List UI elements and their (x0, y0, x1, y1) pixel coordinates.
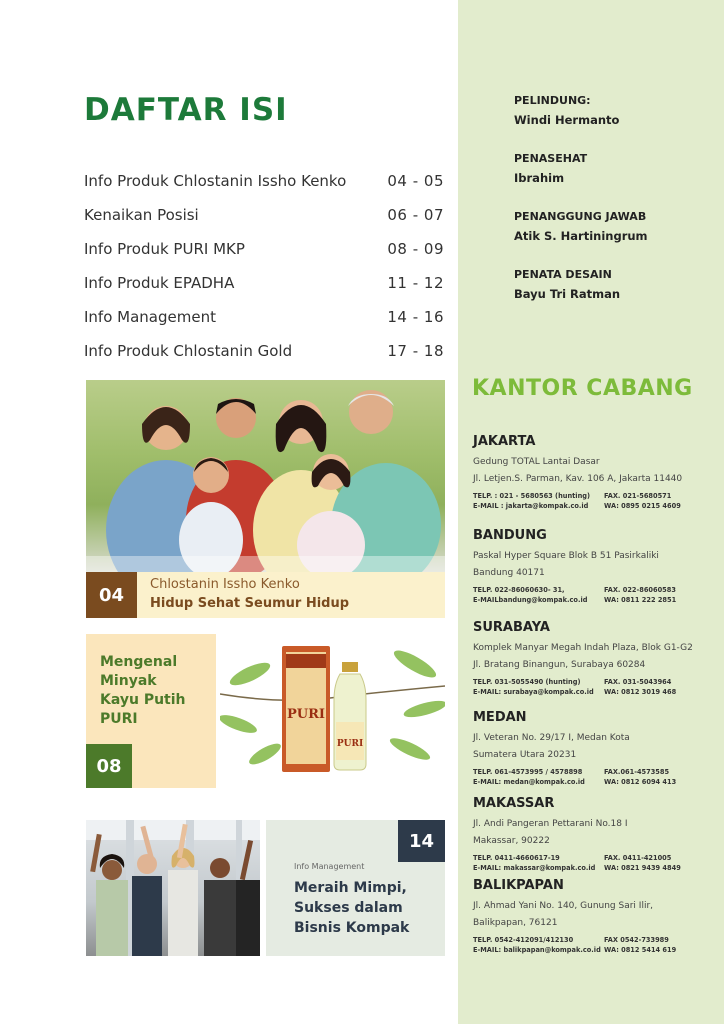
right-panel (458, 0, 724, 1024)
office-contact (473, 853, 718, 873)
office-address-line: Gedung TOTAL Lantai Dasar (473, 457, 600, 467)
toc-item[interactable] (84, 334, 444, 368)
headline-line: PURI (100, 711, 138, 727)
office-address-line: Jl. Veteran No. 29/17 I, Medan Kota (473, 733, 630, 743)
toc-item-pages: 04 - 05 (387, 172, 444, 190)
office-address-line: Makassar, 90222 (473, 836, 550, 846)
toc-item[interactable] (84, 198, 444, 232)
headline-line: Minyak (100, 673, 157, 689)
toc-item-pages: 06 - 07 (387, 206, 444, 224)
office-telp: TELP. 022-86060630- 31, (473, 586, 565, 594)
credit-name: Atik S. Hartiningrum (514, 229, 648, 243)
headline-line: Mengenal (100, 654, 178, 670)
credit-role: PENASEHAT (514, 152, 588, 165)
office-email[interactable]: E-MAIL: medan@kompak.co.id (473, 778, 585, 786)
feature-headline (100, 653, 186, 729)
office-telp: TELP. 0411-4660617-19 (473, 854, 560, 862)
office-makassar (473, 796, 718, 873)
toc-title: DAFTAR ISI (84, 92, 288, 128)
family-illustration (86, 380, 445, 572)
credit-name: Bayu Tri Ratman (514, 287, 621, 301)
toc-item-label: Info Produk EPADHA (84, 274, 235, 292)
office-fax: FAX. 031-5043964 (604, 678, 672, 686)
feature-kicker: Info Management (294, 862, 365, 871)
office-city: JAKARTA (473, 434, 536, 449)
office-address-line: Jl. Bratang Binangun, Surabaya 60284 (473, 660, 646, 670)
headline-line: Kayu Putih (100, 692, 186, 708)
feature-caption (137, 572, 445, 618)
toc-item-pages: 17 - 18 (387, 342, 444, 360)
office-wa: WA: 0812 6094 413 (604, 778, 677, 786)
feature-info-management[interactable] (86, 820, 445, 956)
toc-list (84, 164, 444, 368)
toc-item[interactable] (84, 232, 444, 266)
feature-number-08: 08 (86, 744, 132, 788)
business-team-illustration (86, 820, 260, 956)
office-address-line: Komplek Manyar Megah Indah Plaza, Blok G1-G2 (473, 643, 693, 653)
feature-kicker: Chlostanin Issho Kenko (150, 577, 300, 592)
office-wa: WA: 0895 0215 4609 (604, 502, 681, 510)
feature-number-14: 14 (398, 820, 445, 862)
office-address-line: Jl. Andi Pangeran Pettarani No.18 I (473, 819, 628, 829)
office-telp: TELP. : 021 - 5680563 (hunting) (473, 492, 590, 500)
toc-item-pages: 08 - 09 (387, 240, 444, 258)
toc-item-label: Info Produk Chlostanin Issho Kenko (84, 172, 347, 190)
credit-role: PENATA DESAIN (514, 268, 612, 281)
toc-item[interactable] (84, 300, 444, 334)
office-email[interactable]: E-MAIL: balikpapan@kompak.co.id (473, 946, 601, 954)
puri-box-brand: PURI (287, 707, 325, 722)
office-fax: FAX. 022-86060583 (604, 586, 676, 594)
credit-name: Windi Hermanto (514, 113, 620, 127)
office-address-line: Jl. Letjen.S. Parman, Kav. 106 A, Jakarta 11440 (473, 474, 683, 484)
office-balikpapan (473, 878, 718, 955)
toc-item[interactable] (84, 266, 444, 300)
feature-puri[interactable] (86, 634, 445, 788)
office-address-line: Paskal Hyper Square Blok B 51 Pasirkaliki (473, 551, 659, 561)
credit-role: PELINDUNG: (514, 94, 591, 107)
feature-chlostanin-issho-kenko[interactable] (86, 380, 445, 620)
office-jakarta (473, 434, 718, 511)
office-bandung (473, 528, 718, 605)
office-telp: TELP. 0542-412091/412130 (473, 936, 574, 944)
office-wa: WA: 0812 5414 619 (604, 946, 677, 954)
office-fax: FAX. 021-5680571 (604, 492, 672, 500)
office-telp: TELP. 061-4573995 / 4578898 (473, 768, 583, 776)
office-fax: FAX. 0411-421005 (604, 854, 672, 862)
eucalyptus-leaves-illustration (220, 634, 445, 788)
credit-name: Ibrahim (514, 171, 565, 185)
puri-product-photo (220, 634, 445, 788)
office-contact (473, 677, 718, 697)
office-email[interactable]: E-MAILbandung@kompak.co.id (473, 596, 588, 604)
office-telp: TELP. 031-5055490 (hunting) (473, 678, 581, 686)
office-address-line: Jl. Ahmad Yani No. 140, Gunung Sari Ilir, (473, 901, 654, 911)
toc-item-pages: 14 - 16 (387, 308, 444, 326)
office-address-line: Sumatera Utara 20231 (473, 750, 577, 760)
office-contact (473, 935, 718, 955)
office-fax: FAX.061-4573585 (604, 768, 670, 776)
feature-number-04: 04 (86, 572, 137, 618)
office-email[interactable]: E-MAIL : jakarta@kompak.co.id (473, 502, 589, 510)
office-address-line: Balikpapan, 76121 (473, 918, 558, 928)
office-contact (473, 767, 718, 787)
office-city: BALIKPAPAN (473, 878, 564, 893)
office-surabaya (473, 620, 718, 697)
office-city: MAKASSAR (473, 796, 555, 811)
office-address-line: Bandung 40171 (473, 568, 545, 578)
kantor-cabang-title: KANTOR CABANG (472, 376, 693, 401)
office-city: MEDAN (473, 710, 527, 725)
office-city: SURABAYA (473, 620, 550, 635)
office-medan (473, 710, 718, 787)
toc-item-label: Info Produk PURI MKP (84, 240, 245, 258)
headline-line: Sukses dalam (294, 900, 403, 916)
office-contact (473, 585, 718, 605)
feature-headline (294, 878, 409, 938)
office-wa: WA: 0821 9439 4849 (604, 864, 681, 872)
office-email[interactable]: E-MAIL: makassar@kompak.co.id (473, 864, 596, 872)
headline-line: Bisnis Kompak (294, 920, 410, 936)
feature-headline: Hidup Sehat Seumur Hidup (150, 596, 350, 611)
puri-bottle-brand: PURI (336, 739, 364, 749)
office-city: BANDUNG (473, 528, 547, 543)
feature-text-panel (266, 820, 445, 956)
family-photo (86, 380, 445, 572)
office-contact (473, 491, 718, 511)
office-email[interactable]: E-MAIL: surabaya@kompak.co.id (473, 688, 594, 696)
office-fax: FAX 0542-733989 (604, 936, 669, 944)
toc-item-label: Info Produk Chlostanin Gold (84, 342, 293, 360)
headline-line: Meraih Mimpi, (294, 880, 407, 896)
office-wa: WA: 0811 222 2851 (604, 596, 677, 604)
credit-role: PENANGGUNG JAWAB (514, 210, 647, 223)
office-wa: WA: 0812 3019 468 (604, 688, 677, 696)
feature-text-panel (86, 634, 216, 788)
toc-item[interactable] (84, 164, 444, 198)
toc-item-pages: 11 - 12 (387, 274, 444, 292)
toc-item-label: Kenaikan Posisi (84, 206, 199, 224)
toc-item-label: Info Management (84, 308, 216, 326)
business-team-photo (86, 820, 260, 956)
